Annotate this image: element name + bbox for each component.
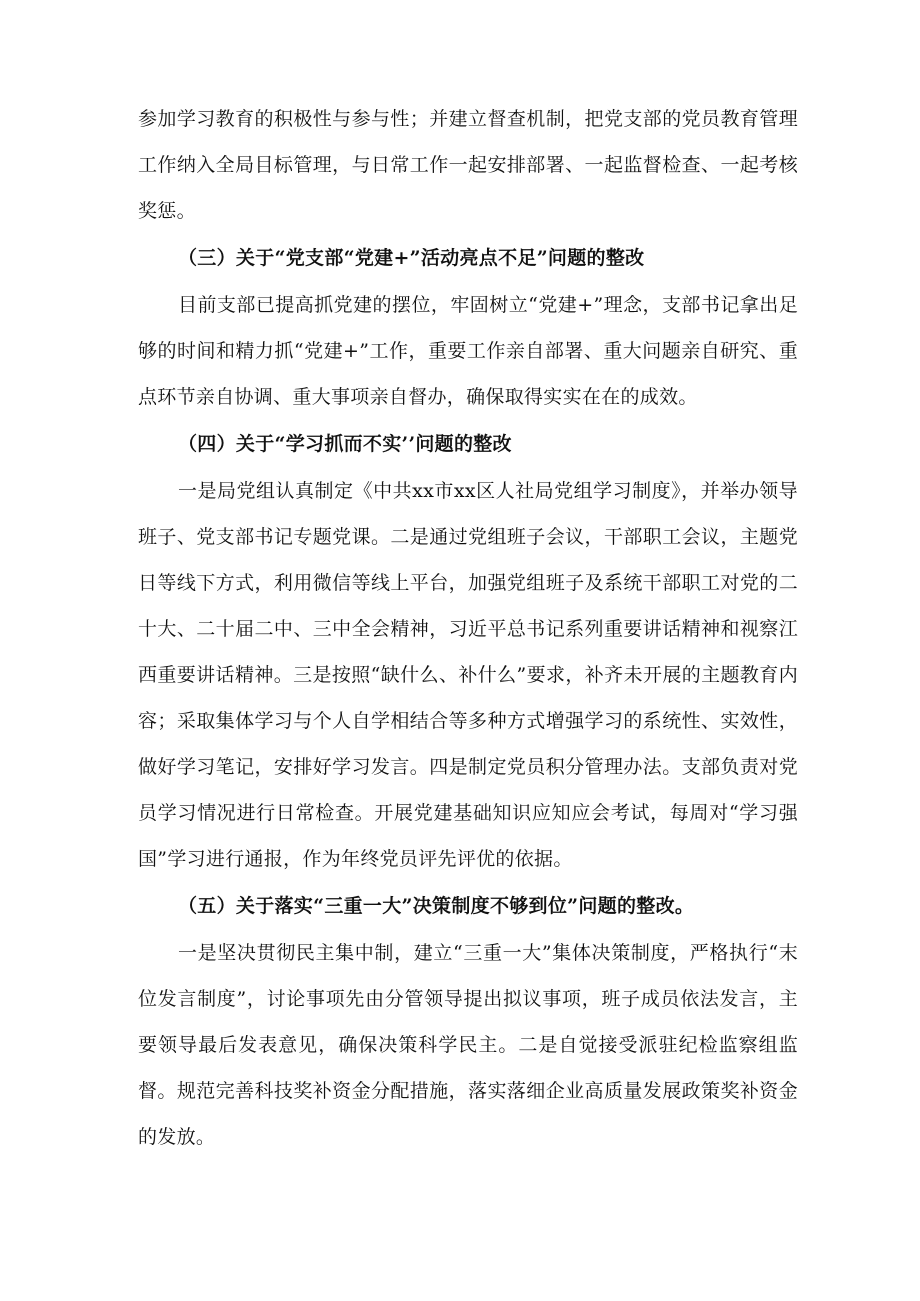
paragraph-2: 目前支部已提高抓党建的摆位，牢固树立“党建+”理念，支部书记拿出足够的时间和精力抓“党建+”工作，重要工作亲自部署、重大问题亲自研究、重点环节亲自协调、重大事项亲自督办，确保取得实实在在的成效。 (138, 294, 798, 408)
document-body (138, 96, 798, 1160)
section-heading-4: （四）关于“学习抓而不实’’问题的整改 (178, 433, 512, 455)
paragraph-1: 参加学习教育的积极性与参与性；并建立督查机制，把党支部的党员教育管理工作纳入全局目标管理，与日常工作一起安排部署、一起监督检查、一起考核奖惩。 (138, 108, 798, 222)
section-heading-5: （五）关于落实“三重一大”决策制度不够到位”问题的整改。 (178, 895, 695, 917)
section-heading-3: （三）关于“党支部“党建+”活动亮点不足”问题的整改 (178, 247, 645, 269)
paragraph-4: 一是坚决贯彻民主集中制，建立“三重一大”集体决策制度，严格执行“末位发言制度”，讨论事项先由分管领导提出拟议事项，班子成员依法发言，主要领导最后发表意见，确保决策科学民主。二是自觉接受派驻纪检监察组监督。规范完善科技奖补资金分配措施，落实落细企业高质量发展政策奖补资金的发放。 (138, 942, 798, 1148)
paragraph-3: 一是局党组认真制定《中共xx市xx区人社局党组学习制度》，并举办领导班子、党支部书记专题党课。二是通过党组班子会议，干部职工会议，主题党日等线下方式，利用微信等线上平台，加强党组班子及系统干部职工对党的二十大、二十届二中、三中全会精神，习近平总书记系列重要讲话精神和视察江西重要讲话精神。三是按照“缺什么、补什么”要求，补齐未开展的主题教育内容；采取集体学习与个人自学相结合等多种方式增强学习的系统性、实效性，做好学习笔记，安排好学习发言。四是制定党员积分管理办法。支部负责对党员学习情况进行日常检查。开展党建基础知识应知应会考试，每周对“学习强国”学习进行通报，作为年终党员评先评优的依据。 (138, 480, 798, 870)
